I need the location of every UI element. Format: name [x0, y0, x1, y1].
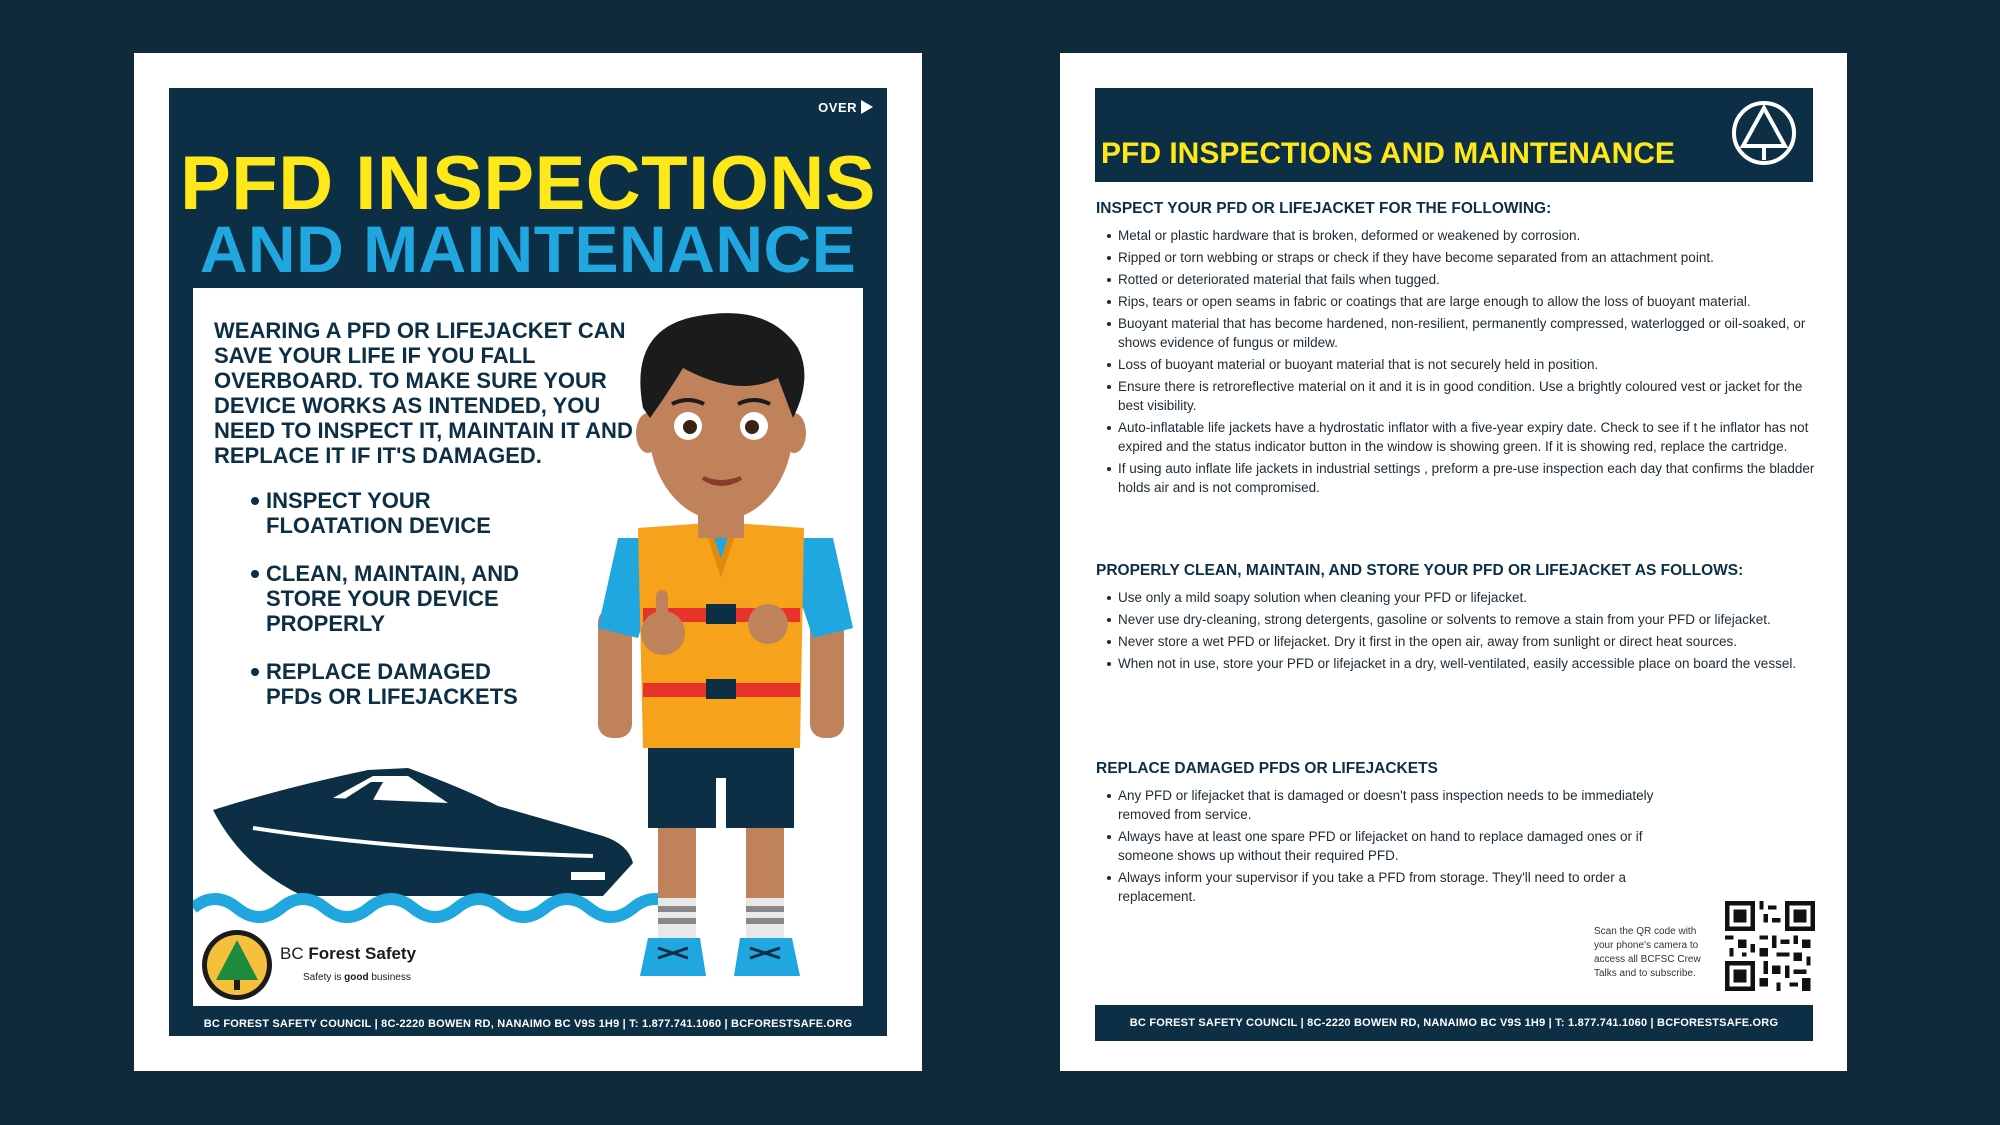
list-item: Rotted or deteriorated material that fails when tugged. [1096, 270, 1816, 289]
boy-in-lifejacket-illustration [588, 308, 863, 1006]
play-arrow-icon [861, 100, 873, 114]
poster-back-page [1060, 53, 1847, 1071]
list-item: Never use dry-cleaning, strong detergents, gasoline or solvents to remove a stain from your PFD or lifejacket. [1096, 610, 1816, 629]
logo-tag-post: business [368, 972, 411, 983]
triangle-emblem-icon [1731, 100, 1797, 166]
poster-bullet-item: CLEAN, MAINTAIN, AND STORE YOUR DEVICE PROPERLY [251, 561, 551, 636]
logo-tagline [303, 972, 411, 983]
logo-wordmark [280, 944, 416, 964]
list-item: Use only a mild soapy solution when cleaning your PFD or lifejacket. [1096, 588, 1816, 607]
poster-content-area [193, 288, 863, 1006]
tree-emblem-icon [200, 928, 274, 1002]
list-item: Rips, tears or open seams in fabric or coatings that are large enough to allow the loss of buoyant material. [1096, 292, 1816, 311]
list-item: Any PFD or lifejacket that is damaged or doesn't pass inspection needs to be immediately removed from service. [1096, 786, 1666, 824]
list-item: Buoyant material that has become hardened, non-resilient, permanently compressed, waterlogged or oil-soaked, or shows evidence of fungus or mildew. [1096, 314, 1816, 352]
list-item: When not in use, store your PFD or lifejacket in a dry, well-ventilated, easily accessible place on board the vessel. [1096, 654, 1816, 673]
list-item: Ensure there is retroreflective material on it and it is in good condition. Use a brightly coloured vest or jacket for the best visibility. [1096, 377, 1816, 415]
over-indicator [818, 100, 873, 115]
logo-name-regular: BC [280, 944, 309, 963]
qr-caption: Scan the QR code with your phone's camera to access all BCFSC Crew Talks and to subscribe. [1594, 926, 1701, 979]
poster-bullet-item: REPLACE DAMAGED PFDs OR LIFEJACKETS [251, 659, 551, 709]
poster-front-footer: BC FOREST SAFETY COUNCIL | 8C-2220 BOWEN RD, NANAIMO BC V9S 1H9 | T: 1.877.741.1060 | BCFORESTSAFE.ORG [203, 1018, 853, 1030]
poster-bullet-list [251, 488, 551, 732]
section-heading: REPLACE DAMAGED PFDS OR LIFEJACKETS [1096, 760, 1438, 777]
poster-bullet-item: INSPECT YOUR FLOATATION DEVICE [251, 488, 551, 538]
list-item: Never store a wet PFD or lifejacket. Dry it first in the open air, away from sunlight or direct heat sources. [1096, 632, 1816, 651]
qr-code[interactable] [1725, 901, 1815, 991]
list-item: Metal or plastic hardware that is broken, deformed or weakened by corrosion. [1096, 226, 1816, 245]
poster-back-footer: BC FOREST SAFETY COUNCIL | 8C-2220 BOWEN RD, NANAIMO BC V9S 1H9 | T: 1.877.741.1060 | BCFORESTSAFE.ORG [1095, 1005, 1813, 1041]
list-item: Auto-inflatable life jackets have a hydrostatic inflator with a five-year expiry date. Check to see if t he inflator has not expired and the status indicator button in the window is showing green. If it is showing red, replace the cartridge. [1096, 418, 1816, 456]
inspect-list [1096, 226, 1816, 497]
poster-title-line1: PFD INSPECTIONS [180, 141, 876, 226]
clean-maintain-list [1096, 588, 1816, 673]
list-item: Always inform your supervisor if you take a PFD from storage. They'll need to order a replacement. [1096, 868, 1666, 906]
logo-tag-pre: Safety is [303, 972, 345, 983]
replace-list [1096, 786, 1666, 906]
section-heading: PROPERLY CLEAN, MAINTAIN, AND STORE YOUR PFD OR LIFEJACKET AS FOLLOWS: [1096, 562, 1744, 579]
list-item: Ripped or torn webbing or straps or check if they have become separated from an attachment point. [1096, 248, 1816, 267]
poster-intro-text: WEARING A PFD OR LIFEJACKET CAN SAVE YOUR LIFE IF YOU FALL OVERBOARD. TO MAKE SURE YOUR DEVICE WORKS AS INTENDED, YOU NEED TO INSPECT IT, MAINTAIN IT AND REPLACE IT IF IT'S DAMAGED. [214, 318, 633, 468]
back-header-banner [1095, 88, 1813, 182]
logo-tag-bold: good [344, 972, 369, 983]
poster-front-panel [169, 88, 887, 1036]
section-heading: INSPECT YOUR PFD OR LIFEJACKET FOR THE FOLLOWING: [1096, 200, 1552, 217]
inspect-section [1096, 199, 1816, 500]
list-item: Always have at least one spare PFD or lifejacket on hand to replace damaged ones or if someone shows up without their required PFD. [1096, 827, 1666, 865]
back-page-title: PFD INSPECTIONS AND MAINTENANCE [1101, 137, 1675, 170]
poster-title-line2: AND MAINTENANCE [199, 212, 857, 286]
replace-section [1096, 759, 1816, 909]
list-item: If using auto inflate life jackets in industrial settings , preform a pre-use inspection each day that confirms the bladder holds air and is not compromised. [1096, 459, 1816, 497]
list-item: Loss of buoyant material or buoyant material that is not securely held in position. [1096, 355, 1816, 374]
clean-maintain-section [1096, 561, 1816, 676]
poster-front-page [134, 53, 922, 1071]
bc-forest-safety-logo [200, 928, 460, 1006]
logo-name-bold: Forest Safety [308, 944, 417, 963]
over-label: OVER [818, 100, 857, 115]
